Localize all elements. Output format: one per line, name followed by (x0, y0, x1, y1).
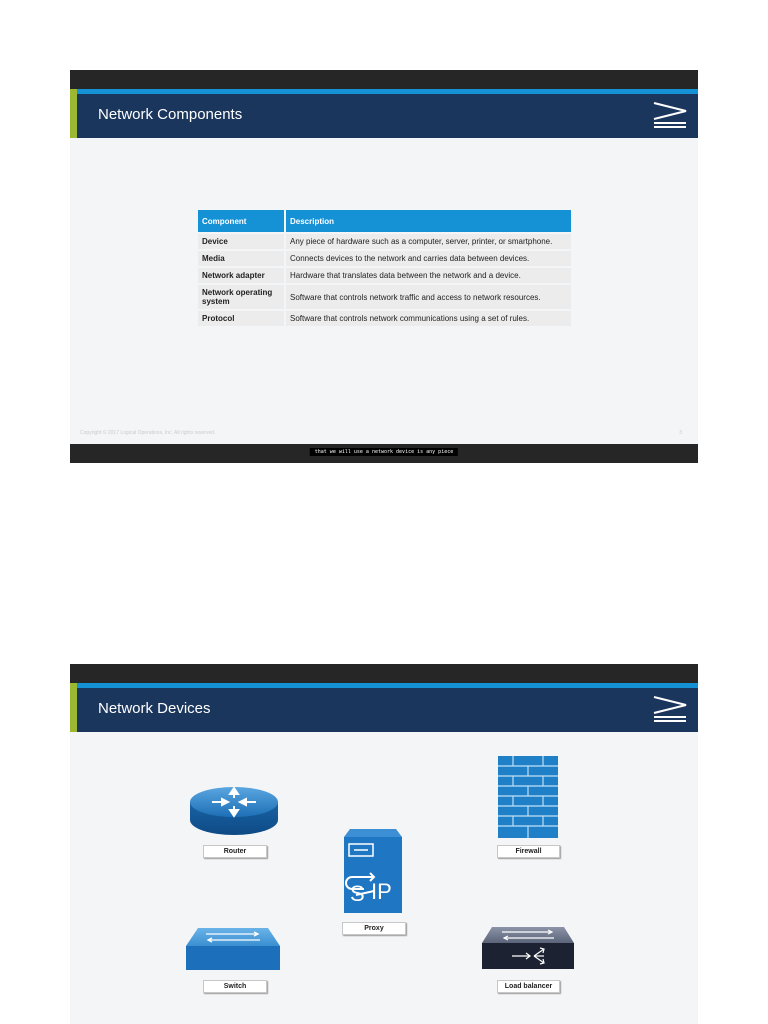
video-top-bar (70, 70, 698, 89)
component-cell: Device (198, 234, 286, 249)
table-row (198, 234, 571, 249)
slide-title: Network Devices (98, 700, 211, 717)
router-icon (188, 782, 280, 843)
svg-text:S: S (350, 881, 365, 906)
load-balancer-icon (482, 927, 574, 976)
component-cell: Protocol (198, 311, 286, 326)
column-header-component: Component (198, 210, 286, 232)
description-cell: Connects devices to the network and carries data between devices. (286, 251, 571, 266)
table-row (198, 268, 571, 283)
logo-icon (652, 100, 688, 135)
description-cell: Software that controls network traffic and access to network resources. (286, 285, 571, 309)
component-cell: Network adapter (198, 268, 286, 283)
slide-network-components (70, 70, 698, 463)
video-bottom-bar (70, 444, 698, 463)
component-cell: Network operating system (198, 285, 286, 309)
switch-label: Switch (203, 980, 267, 993)
firewall-icon (498, 756, 558, 843)
description-cell: Any piece of hardware such as a computer, server, printer, or smartphone. (286, 234, 571, 249)
description-cell: Software that controls network communications using a set of rules. (286, 311, 571, 326)
table-row (198, 251, 571, 266)
table-header-row (198, 210, 571, 232)
component-cell: Media (198, 251, 286, 266)
slide-network-devices (70, 664, 698, 1024)
components-table (198, 208, 571, 328)
slide-header (70, 683, 698, 732)
table-row (198, 285, 571, 309)
table-row (198, 311, 571, 326)
column-header-description: Description (286, 210, 571, 232)
header-accent (70, 683, 77, 732)
description-cell: Hardware that translates data between the network and a device. (286, 268, 571, 283)
slide-header (70, 89, 698, 138)
logo-icon (652, 694, 688, 729)
slide-title: Network Components (98, 106, 243, 123)
subtitle-caption: that we will use a network device is any piece (310, 448, 458, 456)
header-accent (70, 89, 77, 138)
page-number: 3 (679, 430, 682, 436)
router-label: Router (203, 845, 267, 858)
firewall-label: Firewall (497, 845, 560, 858)
switch-icon (186, 928, 280, 977)
copyright-text: Copyright © 2017 Logical Operations, Inc. All rights reserved. (80, 430, 216, 436)
load-balancer-label: Load balancer (497, 980, 560, 993)
svg-text:IP: IP (371, 879, 392, 904)
proxy-icon (344, 829, 402, 918)
proxy-label: Proxy (342, 922, 406, 935)
video-top-bar (70, 664, 698, 683)
